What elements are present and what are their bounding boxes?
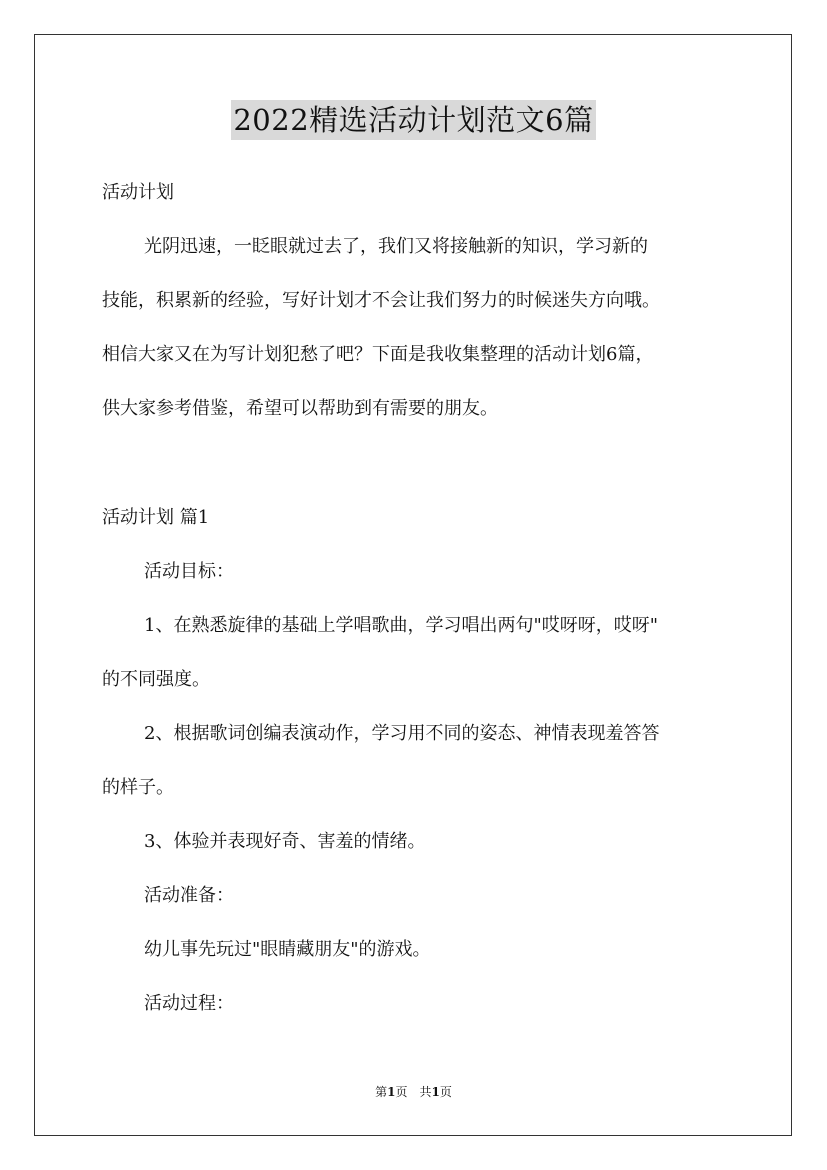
section-line-goal-label: 活动目标： xyxy=(144,561,234,582)
section-line-goal-2-cont: 的样子。 xyxy=(102,777,174,798)
footer-prefix: 第 xyxy=(375,1085,388,1099)
section-line-goal-3: 3、体验并表现好奇、害羞的情绪。 xyxy=(144,831,426,852)
section-line-prep-label: 活动准备： xyxy=(144,885,234,906)
intro-heading: 活动计划 xyxy=(102,182,174,203)
footer-mid: 页 共 xyxy=(395,1085,432,1099)
section-line-goal-1: 1、在熟悉旋律的基础上学唱歌曲，学习唱出两句"哎呀呀，哎呀" xyxy=(144,615,659,636)
footer-page-current: 1 xyxy=(387,1085,396,1099)
section-line-prep-1: 幼儿事先玩过"眼睛藏朋友"的游戏。 xyxy=(144,939,431,960)
document-title: 2022精选活动计划范文6篇 xyxy=(231,100,595,140)
intro-line-1: 光阴迅速，一眨眼就过去了，我们又将接触新的知识，学习新的 xyxy=(144,236,648,257)
section-line-goal-1-cont: 的不同强度。 xyxy=(102,669,210,690)
page-footer xyxy=(0,1084,827,1100)
footer-suffix: 页 xyxy=(439,1085,452,1099)
intro-line-4: 供大家参考借鉴，希望可以帮助到有需要的朋友。 xyxy=(102,398,498,419)
section-line-process-label: 活动过程： xyxy=(144,993,234,1014)
intro-line-2: 技能，积累新的经验，写好计划才不会让我们努力的时候迷失方向哦。 xyxy=(102,290,660,311)
title-container xyxy=(0,100,827,140)
section-heading: 活动计划 篇1 xyxy=(102,507,210,528)
intro-line-3: 相信大家又在为写计划犯愁了吧？下面是我收集整理的活动计划6篇， xyxy=(102,344,654,365)
section-line-goal-2: 2、根据歌词创编表演动作，学习用不同的姿态、神情表现羞答答 xyxy=(144,723,660,744)
footer-page-total: 1 xyxy=(431,1085,440,1099)
